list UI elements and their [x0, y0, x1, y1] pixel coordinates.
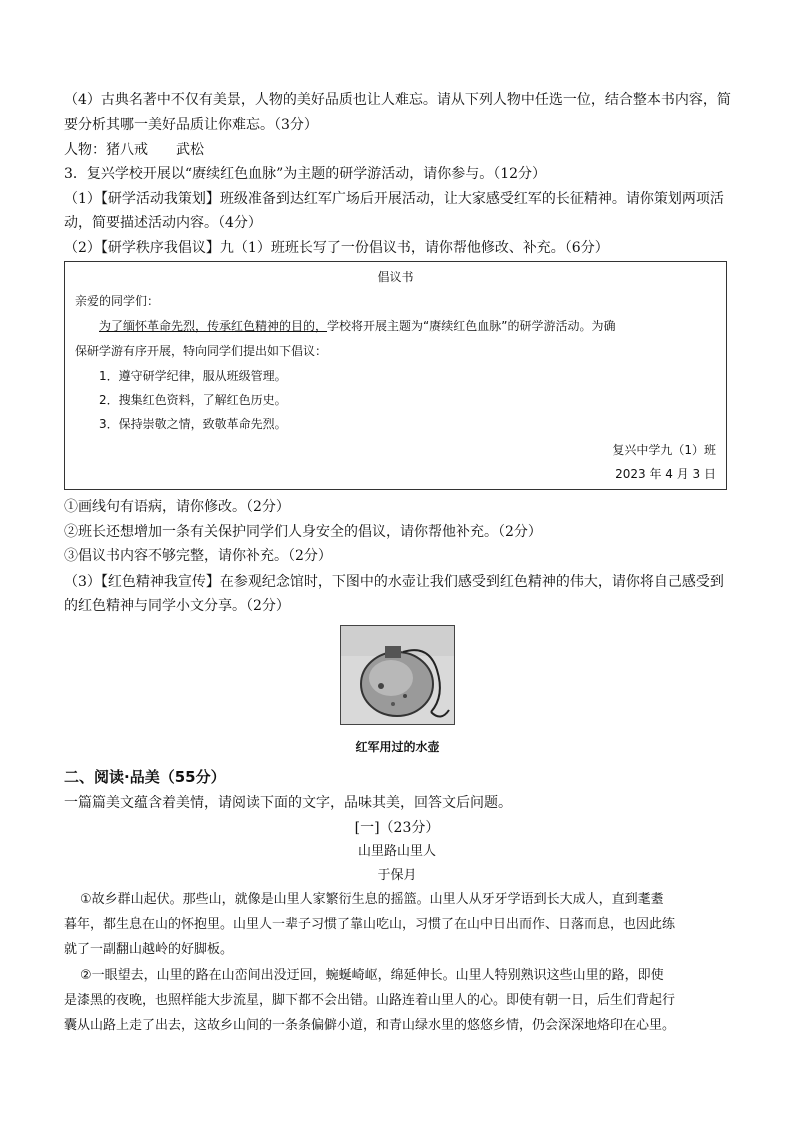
subquestion-2: ②班长还想增加一条有关保护同学们人身安全的倡议，请你帮他补充。（2分） — [64, 524, 542, 540]
canteen-icon — [341, 626, 455, 725]
paragraph-2-line1: ②一眼望去，山里的路在山峦间出没迂回，蜿蜒崎岖，绵延伸长。山里人特别熟识这些山里的路，即使 — [80, 968, 664, 983]
figure-caption: 红军用过的水壶 — [355, 740, 440, 754]
question-3-1-line2: 动，简要描述活动内容。（4分） — [64, 215, 262, 231]
letter-body-rest: 学校将开展主题为“赓续红色血脉”的研学游活动。为确 — [327, 319, 616, 333]
paragraph-2-line2: 是漆黑的夜晚，也照样能大步流星，脚下都不会出错。山路连着山里人的心。即使有朝一日，后生们背起行 — [64, 993, 676, 1008]
paragraph-1-line2: 暮年，都生息在山的怀抱里。山里人一辈子习惯了靠山吃山，习惯了在山中日出而作、日落而息，也因此练 — [64, 917, 676, 932]
letter-item: 3．保持崇敬之情，致敬革命先烈。 — [99, 417, 287, 431]
letter-title: 倡议书 — [377, 270, 414, 284]
subquestion-1: ①画线句有语病，请你修改。（2分） — [64, 499, 290, 515]
letter-signature: 复兴中学九（1）班 — [612, 443, 716, 457]
letter-body-line2: 保研学游有序开展，特向同学们提出如下倡议： — [75, 344, 328, 358]
canteen-photo — [340, 625, 455, 725]
section-2-heading: 二、阅读·品美（55分） — [64, 768, 226, 786]
essay-title: 山里路山里人 — [357, 844, 436, 859]
paragraph-1-line1: ①故乡群山起伏。那些山，就像是山里人家繁衍生息的摇篮。山里人从牙牙学语到长大成人，直到耄耋 — [80, 892, 664, 907]
question-4-line1: （4）古典名著中不仅有美景，人物的美好品质也让人难忘。请从下列人物中任选一位，结合整本书内容，简 — [64, 92, 731, 108]
question-3-3-line1: （3）【红色精神我宣传】在参观纪念馆时，下图中的水壶让我们感受到红色精神的伟大，请你将自己感受到 — [64, 574, 724, 590]
question-3-2-line: （2）【研学秩序我倡议】九（1）班班长写了一份倡议书，请你帮他修改、补充。（6分） — [64, 240, 609, 256]
letter-item: 2．搜集红色资料，了解红色历史。 — [99, 393, 287, 407]
question-3-3-line2: 的红色精神与同学小文分享。（2分） — [64, 598, 290, 614]
letter-salutation: 亲爱的同学们： — [75, 294, 160, 308]
reading-part-label: [一]（23分） — [354, 820, 440, 836]
letter-date: 2023 年 4 月 3 日 — [615, 467, 716, 481]
letter-item: 1．遵守研学纪律，服从班级管理。 — [99, 369, 287, 383]
section-2-intro: 一篇篇美文蕴含着美情，请阅读下面的文字，品味其美，回答文后问题。 — [64, 795, 512, 811]
question-4-line2: 要分析其哪一美好品质让你难忘。（3分） — [64, 117, 318, 133]
proposal-letter-box — [64, 261, 727, 490]
letter-underlined-sentence: 为了缅怀革命先烈，传承红色精神的目的， — [99, 319, 328, 333]
paragraph-1-line3: 就了一副翻山越岭的好脚板。 — [64, 942, 234, 957]
paragraph-2-line3: 囊从山路上走了出去，这故乡山间的一条条偏僻小道，和青山绿水里的悠悠乡情，仍会深深地烙印在心里。 — [64, 1018, 676, 1033]
subquestion-3: ③倡议书内容不够完整，请你补充。（2分） — [64, 548, 332, 564]
question-3-1-line1: （1）【研学活动我策划】班级准备到达红军广场后开展活动，让大家感受红军的长征精神。请你策划两项活 — [64, 191, 724, 207]
essay-author: 于保月 — [377, 868, 417, 883]
question-3-title: 3．复兴学校开展以“赓续红色血脉”为主题的研学游活动，请你参与。（12分） — [64, 166, 547, 182]
letter-body-line1 — [99, 315, 615, 337]
question-4-people: 人物：猪八戒 武松 — [64, 142, 204, 158]
